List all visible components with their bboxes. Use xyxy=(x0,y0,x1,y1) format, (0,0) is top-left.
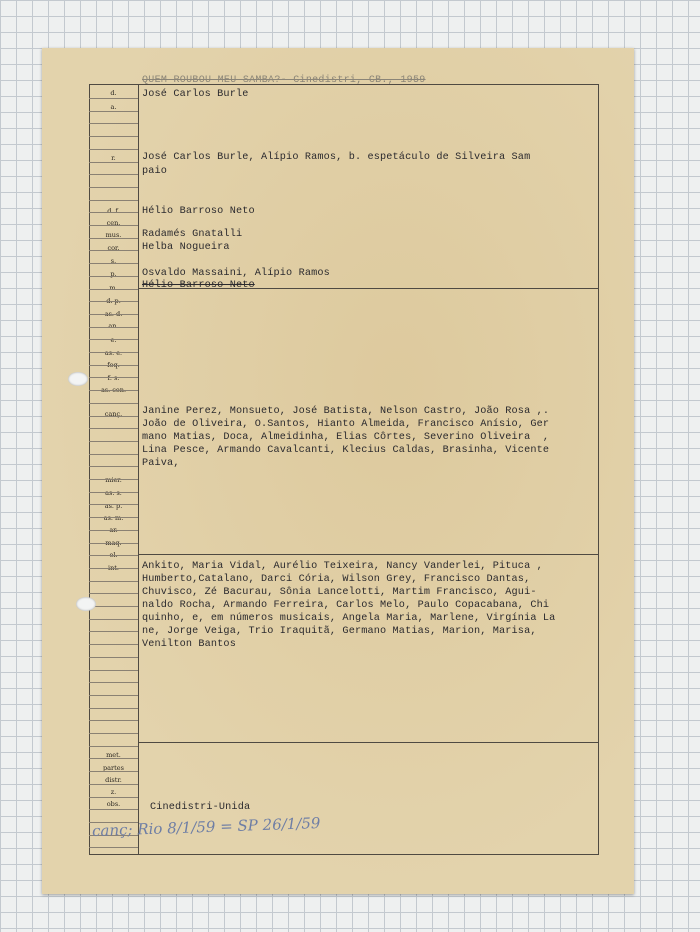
label-fs: f. s. xyxy=(107,374,120,382)
songs-line: Paiva, xyxy=(142,458,180,469)
distributor-text: Cinedistri-Unida xyxy=(150,802,251,813)
cast-line: ne, Jorge Veiga, Trio Iraquitã, Germano Matias, Marion, Marisa, xyxy=(142,626,537,637)
label-partes: partes xyxy=(103,764,124,772)
label-z: z. xyxy=(110,788,117,796)
songs-line: Lina Pesce, Armando Cavalcanti, Klecius Caldas, Brasinha, Vicente xyxy=(142,445,550,456)
music-text: Radamés Gnatalli xyxy=(142,229,243,240)
cast-line: Chuvisco, Zé Bacurau, Sônia Lancelotti, Martim Francisco, Agui- xyxy=(142,587,537,598)
photography-text: Hélio Barroso Neto xyxy=(142,206,255,217)
label-row-line xyxy=(89,784,138,785)
label-row-line xyxy=(89,466,138,467)
label-row-line xyxy=(89,111,138,112)
label-row-line xyxy=(89,695,138,696)
label-row-line xyxy=(89,479,138,480)
label-cen: cen. xyxy=(106,219,121,227)
label-row-line xyxy=(89,606,138,607)
label-a: a. xyxy=(110,103,117,111)
label-ass: as. s. xyxy=(105,489,122,497)
label-row-line xyxy=(89,631,138,632)
label-row-line xyxy=(89,187,138,188)
label-row-line xyxy=(89,517,138,518)
label-asp: as. p. xyxy=(104,502,123,510)
label-maq: maq. xyxy=(105,539,122,547)
label-obs: obs. xyxy=(106,800,121,808)
label-row-line xyxy=(89,492,138,493)
label-dp: d. p. xyxy=(106,297,121,305)
label-row-line xyxy=(89,390,138,391)
label-el: el. xyxy=(109,551,118,559)
punch-hole xyxy=(76,597,96,611)
label-met: met. xyxy=(106,751,121,759)
label-row-line xyxy=(89,377,138,378)
label-row-line xyxy=(89,543,138,544)
label-row-line xyxy=(89,327,138,328)
songs-line: Janine Perez, Monsueto, José Batista, Nelson Castro, João Rosa ,. xyxy=(142,406,550,417)
label-row-line xyxy=(89,149,138,150)
cast-line: Venilton Bantos xyxy=(142,639,236,650)
label-canc: canç. xyxy=(104,410,123,418)
label-row-line xyxy=(89,441,138,442)
label-row-line xyxy=(89,339,138,340)
label-s: s. xyxy=(110,257,117,265)
label-row-line xyxy=(89,276,138,277)
label-row-line xyxy=(89,428,138,429)
script-text-1: José Carlos Burle, Alípio Ramos, b. espetáculo de Silveira Sam xyxy=(142,152,531,163)
label-row-line xyxy=(89,212,138,213)
label-row-line xyxy=(89,771,138,772)
label-row-line xyxy=(89,555,138,556)
label-row-line xyxy=(89,758,138,759)
label-e: e. xyxy=(110,336,117,344)
label-row-line xyxy=(89,619,138,620)
label-row-line xyxy=(89,225,138,226)
label-row-line xyxy=(89,581,138,582)
label-row-line xyxy=(89,504,138,505)
label-row-line xyxy=(89,174,138,175)
label-row-line xyxy=(89,250,138,251)
label-row-line xyxy=(89,416,138,417)
label-ase: as. e. xyxy=(104,349,123,357)
label-row-line xyxy=(89,263,138,264)
label-df: d. f. xyxy=(107,207,120,215)
label-row-line xyxy=(89,365,138,366)
label-row-line xyxy=(89,200,138,201)
label-distr: distr. xyxy=(105,776,122,784)
label-row-line xyxy=(89,352,138,353)
label-foq: foq. xyxy=(107,361,120,369)
label-p: p. xyxy=(110,270,117,278)
label-row-line xyxy=(89,314,138,315)
editor-text: Hélio Barroso Neto xyxy=(142,280,255,291)
label-ascen: as. cen. xyxy=(100,386,127,394)
label-mier: mier. xyxy=(105,476,122,484)
label-row-line xyxy=(89,657,138,658)
cast-line: quinho, e, em números musicais, Angela Maria, Marlene, Virgínia La xyxy=(142,613,556,624)
label-asm: as. m. xyxy=(103,514,124,522)
label-row-line xyxy=(89,454,138,455)
card-title: QUEM ROUBOU MEU SAMBA?- Cinedistri, CB., 1959 xyxy=(142,75,426,86)
label-row-line xyxy=(89,797,138,798)
label-row-line xyxy=(89,670,138,671)
label-asd: as. d. xyxy=(104,310,123,318)
label-row-line xyxy=(89,720,138,721)
label-row-line xyxy=(89,98,138,99)
choreography-text: Helba Nogueira xyxy=(142,242,230,253)
label-row-line xyxy=(89,301,138,302)
cast-line: Humberto,Catalano, Darci Cória, Wilson Grey, Francisco Dantas, xyxy=(142,574,531,585)
producer-text: Osvaldo Massaini, Alípio Ramos xyxy=(142,268,330,279)
handwritten-note: canç; Rio 8/1/59 = SP 26/1/59 xyxy=(91,814,321,840)
label-d: d. xyxy=(110,89,117,97)
label-r: r. xyxy=(111,154,116,162)
section-divider xyxy=(138,554,598,555)
label-cor: cor. xyxy=(107,244,120,252)
label-row-line xyxy=(89,644,138,645)
label-row-line xyxy=(89,289,138,290)
label-row-line xyxy=(89,123,138,124)
label-ar: ar. xyxy=(109,526,118,534)
cast-line: naldo Rocha, Armando Ferreira, Carlos Melo, Paulo Copacabana, Chi xyxy=(142,600,550,611)
label-row-line xyxy=(89,136,138,137)
label-row-line xyxy=(89,162,138,163)
label-mus: mus. xyxy=(105,231,122,239)
label-an: an. xyxy=(108,322,119,330)
director-text: José Carlos Burle xyxy=(142,89,249,100)
label-row-line xyxy=(89,733,138,734)
punch-hole xyxy=(68,372,88,386)
label-row-line xyxy=(89,809,138,810)
label-row-line xyxy=(89,238,138,239)
label-row-line xyxy=(89,593,138,594)
script-text-2: paio xyxy=(142,166,168,177)
label-row-line xyxy=(89,708,138,709)
songs-line: João de Oliveira, O.Santos, Hianto Almeida, Francisco Anísio, Ger xyxy=(142,419,550,430)
label-m: m. xyxy=(109,284,118,292)
label-row-line xyxy=(89,403,138,404)
label-row-line xyxy=(89,530,138,531)
label-row-line xyxy=(89,682,138,683)
label-row-line xyxy=(89,568,138,569)
label-row-line xyxy=(89,847,138,848)
label-row-line xyxy=(89,746,138,747)
section-divider xyxy=(138,742,598,743)
songs-line: mano Matias, Doca, Almeidinha, Elias Côrtes, Severino Oliveira , xyxy=(142,432,550,443)
cast-line: Ankito, Maria Vidal, Aurélio Teixeira, Nancy Vanderlei, Pituca , xyxy=(142,561,543,572)
label-int: int. xyxy=(108,564,119,572)
